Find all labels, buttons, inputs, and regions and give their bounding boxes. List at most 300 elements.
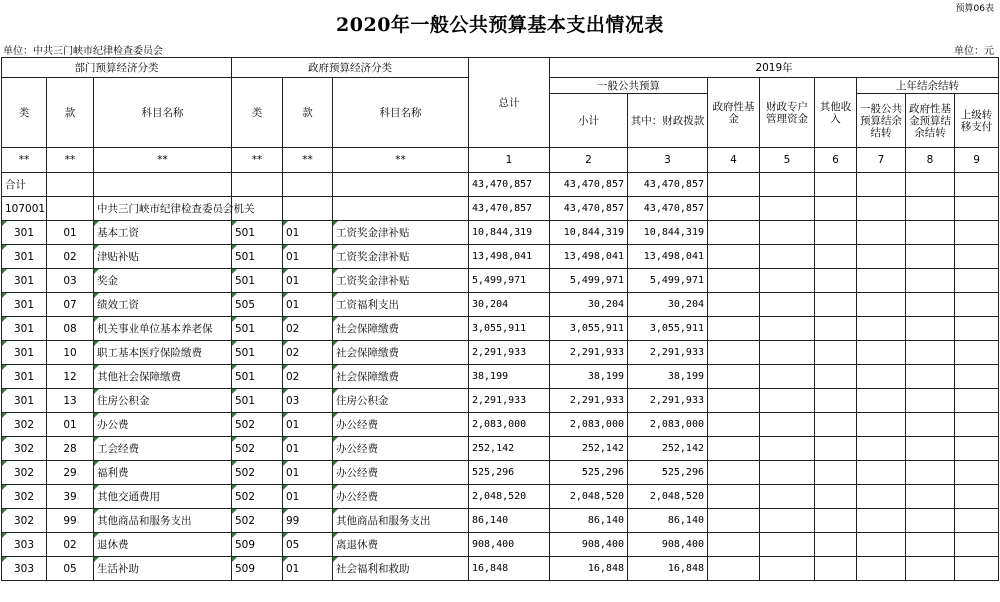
empty-cell bbox=[955, 221, 999, 245]
total-cell: 252,142 bbox=[469, 437, 550, 461]
empty-cell bbox=[815, 173, 857, 197]
empty-cell bbox=[708, 533, 760, 557]
gov-lei-cell: 501 bbox=[232, 365, 283, 389]
general-budget-header: 一般公共预算 bbox=[550, 78, 708, 94]
empty-cell bbox=[708, 509, 760, 533]
subject-name-cell: 津贴补贴 bbox=[94, 245, 232, 269]
lei-cell: 302 bbox=[2, 485, 47, 509]
gov-kuan-cell: 02 bbox=[283, 341, 333, 365]
gov-kuan-cell: 01 bbox=[283, 461, 333, 485]
index-cell: 7 bbox=[857, 148, 906, 173]
empty-cell bbox=[760, 317, 815, 341]
gov-lei-cell: 502 bbox=[232, 437, 283, 461]
empty-cell bbox=[815, 509, 857, 533]
empty-cell bbox=[708, 557, 760, 581]
subject-name-cell: 退休费 bbox=[94, 533, 232, 557]
empty-cell bbox=[708, 173, 760, 197]
gov-kuan-cell: 05 bbox=[283, 533, 333, 557]
empty-cell bbox=[857, 509, 906, 533]
kuan-cell: 07 bbox=[47, 293, 94, 317]
gov-kuan-cell: 01 bbox=[283, 557, 333, 581]
gov-subject-name-cell: 住房公积金 bbox=[333, 389, 469, 413]
gov-kuan-cell: 01 bbox=[283, 485, 333, 509]
total-cell: 525,296 bbox=[469, 461, 550, 485]
fiscal-cell: 2,291,933 bbox=[628, 389, 708, 413]
empty-cell bbox=[857, 173, 906, 197]
gov-kuan-cell: 01 bbox=[283, 293, 333, 317]
kuan-cell: 12 bbox=[47, 365, 94, 389]
table-row bbox=[2, 341, 999, 365]
empty-cell bbox=[906, 365, 955, 389]
gov-lei-cell: 502 bbox=[232, 485, 283, 509]
subtotal-cell: 2,048,520 bbox=[550, 485, 628, 509]
kuan-header: 款 bbox=[47, 78, 94, 148]
subtotal-cell: 2,083,000 bbox=[550, 413, 628, 437]
subtotal-cell: 908,400 bbox=[550, 533, 628, 557]
kuan-cell: 10 bbox=[47, 341, 94, 365]
empty-cell bbox=[760, 437, 815, 461]
fiscal-cell: 2,048,520 bbox=[628, 485, 708, 509]
gov-kuan-cell: 03 bbox=[283, 389, 333, 413]
empty-cell bbox=[815, 365, 857, 389]
kuan-cell: 39 bbox=[47, 485, 94, 509]
fiscal-allocation-header: 其中：财政拨款 bbox=[628, 94, 708, 148]
total-cell: 86,140 bbox=[469, 509, 550, 533]
empty-cell bbox=[760, 533, 815, 557]
gov-subject-name-cell: 工资奖金津补贴 bbox=[333, 221, 469, 245]
kuan-cell: 03 bbox=[47, 269, 94, 293]
table-row bbox=[2, 269, 999, 293]
empty-cell bbox=[47, 197, 94, 221]
lei-cell: 302 bbox=[2, 413, 47, 437]
fiscal-cell: 908,400 bbox=[628, 533, 708, 557]
gov-lei-cell: 501 bbox=[232, 341, 283, 365]
gov-subject-name-cell: 社会保障缴费 bbox=[333, 365, 469, 389]
subject-name-cell: 其他社会保障缴费 bbox=[94, 365, 232, 389]
gov-lei-cell: 502 bbox=[232, 461, 283, 485]
empty-cell bbox=[47, 173, 94, 197]
row-label: 合计 bbox=[2, 173, 47, 197]
empty-cell bbox=[760, 341, 815, 365]
table-row bbox=[2, 293, 999, 317]
index-cell: 3 bbox=[628, 148, 708, 173]
subject-name-cell: 职工基本医疗保险缴费 bbox=[94, 341, 232, 365]
kuan-cell: 08 bbox=[47, 317, 94, 341]
total-cell: 2,291,933 bbox=[469, 389, 550, 413]
gov-subject-name-header: 科目名称 bbox=[333, 78, 469, 148]
empty-cell bbox=[955, 533, 999, 557]
empty-cell bbox=[815, 293, 857, 317]
empty-cell bbox=[333, 173, 469, 197]
total-cell: 30,204 bbox=[469, 293, 550, 317]
empty-cell bbox=[857, 437, 906, 461]
lei-cell: 303 bbox=[2, 557, 47, 581]
empty-cell bbox=[760, 293, 815, 317]
subtotal-cell: 5,499,971 bbox=[550, 269, 628, 293]
fiscal-cell: 30,204 bbox=[628, 293, 708, 317]
total-cell: 2,048,520 bbox=[469, 485, 550, 509]
year-header: 2019年 bbox=[550, 58, 999, 78]
gov-kuan-cell: 01 bbox=[283, 413, 333, 437]
lei-cell: 301 bbox=[2, 341, 47, 365]
empty-cell bbox=[955, 461, 999, 485]
lei-cell: 301 bbox=[2, 245, 47, 269]
empty-cell bbox=[815, 461, 857, 485]
total-cell: 10,844,319 bbox=[469, 221, 550, 245]
empty-cell bbox=[906, 245, 955, 269]
index-cell: 4 bbox=[708, 148, 760, 173]
lei-cell: 302 bbox=[2, 437, 47, 461]
empty-cell bbox=[906, 389, 955, 413]
empty-cell bbox=[708, 389, 760, 413]
gov-kuan-cell: 01 bbox=[283, 437, 333, 461]
gov-subject-name-cell: 办公经费 bbox=[333, 461, 469, 485]
gov-subject-name-cell: 办公经费 bbox=[333, 437, 469, 461]
empty-cell bbox=[955, 245, 999, 269]
empty-cell bbox=[760, 389, 815, 413]
org-code: 107001 bbox=[2, 197, 47, 221]
table-row bbox=[2, 557, 999, 581]
gov-subject-name-cell: 社会福利和救助 bbox=[333, 557, 469, 581]
lei-cell: 301 bbox=[2, 365, 47, 389]
table-row bbox=[2, 389, 999, 413]
empty-cell bbox=[708, 461, 760, 485]
subtotal-cell: 30,204 bbox=[550, 293, 628, 317]
gov-subject-name-cell: 社会保障缴费 bbox=[333, 341, 469, 365]
gov-kuan-cell: 01 bbox=[283, 221, 333, 245]
empty-cell bbox=[857, 413, 906, 437]
empty-cell bbox=[708, 413, 760, 437]
subject-name-cell: 福利费 bbox=[94, 461, 232, 485]
empty-cell bbox=[955, 173, 999, 197]
empty-cell bbox=[708, 245, 760, 269]
empty-cell bbox=[815, 269, 857, 293]
lei-cell: 301 bbox=[2, 317, 47, 341]
table-row bbox=[2, 317, 999, 341]
empty-cell bbox=[857, 461, 906, 485]
fiscal-cell: 525,296 bbox=[628, 461, 708, 485]
empty-cell bbox=[857, 485, 906, 509]
fiscal-cell: 2,083,000 bbox=[628, 413, 708, 437]
empty-cell bbox=[283, 197, 333, 221]
table-row bbox=[2, 437, 999, 461]
index-cell: 9 bbox=[955, 148, 999, 173]
subject-name-cell: 基本工资 bbox=[94, 221, 232, 245]
gov-subject-name-cell: 其他商品和服务支出 bbox=[333, 509, 469, 533]
empty-cell bbox=[333, 197, 469, 221]
gov-subject-name-cell: 工资奖金津补贴 bbox=[333, 245, 469, 269]
gov-kuan-cell: 02 bbox=[283, 365, 333, 389]
empty-cell bbox=[857, 341, 906, 365]
budget-table bbox=[1, 57, 999, 581]
table-row bbox=[2, 485, 999, 509]
empty-cell bbox=[906, 197, 955, 221]
empty-cell bbox=[857, 197, 906, 221]
gov-lei-cell: 502 bbox=[232, 413, 283, 437]
empty-cell bbox=[760, 365, 815, 389]
empty-cell bbox=[815, 413, 857, 437]
empty-cell bbox=[760, 269, 815, 293]
empty-cell bbox=[906, 533, 955, 557]
empty-cell bbox=[955, 293, 999, 317]
form-code: 预算06表 bbox=[955, 4, 994, 14]
kuan-cell: 28 bbox=[47, 437, 94, 461]
index-cell: 5 bbox=[760, 148, 815, 173]
fiscal-cell: 252,142 bbox=[628, 437, 708, 461]
total-cell: 2,083,000 bbox=[469, 413, 550, 437]
table-row bbox=[2, 413, 999, 437]
subtotal-cell: 16,848 bbox=[550, 557, 628, 581]
fiscal-cell: 43,470,857 bbox=[628, 173, 708, 197]
empty-cell bbox=[708, 341, 760, 365]
table-row bbox=[2, 533, 999, 557]
gov-lei-cell: 501 bbox=[232, 221, 283, 245]
empty-cell bbox=[760, 485, 815, 509]
kuan-cell: 02 bbox=[47, 245, 94, 269]
index-cell: ** bbox=[283, 148, 333, 173]
table-row bbox=[2, 365, 999, 389]
empty-cell bbox=[815, 197, 857, 221]
empty-cell bbox=[760, 197, 815, 221]
empty-cell bbox=[815, 557, 857, 581]
empty-cell bbox=[906, 413, 955, 437]
empty-cell bbox=[955, 389, 999, 413]
gov-lei-cell: 502 bbox=[232, 509, 283, 533]
gov-kuan-cell: 99 bbox=[283, 509, 333, 533]
total-cell: 908,400 bbox=[469, 533, 550, 557]
empty-cell bbox=[708, 197, 760, 221]
lei-cell: 302 bbox=[2, 509, 47, 533]
fiscal-special-header: 财政专户管理资金 bbox=[760, 78, 815, 148]
subject-name-cell: 工会经费 bbox=[94, 437, 232, 461]
empty-cell bbox=[708, 317, 760, 341]
subtotal-cell: 2,291,933 bbox=[550, 341, 628, 365]
empty-cell bbox=[906, 293, 955, 317]
total-cell: 16,848 bbox=[469, 557, 550, 581]
empty-cell bbox=[955, 557, 999, 581]
carryover-header: 上年结余结转 bbox=[857, 78, 999, 94]
subject-name-cell: 住房公积金 bbox=[94, 389, 232, 413]
empty-cell bbox=[955, 197, 999, 221]
empty-cell bbox=[857, 221, 906, 245]
index-cell: ** bbox=[47, 148, 94, 173]
fiscal-cell: 5,499,971 bbox=[628, 269, 708, 293]
empty-cell bbox=[708, 437, 760, 461]
gov-subject-name-cell: 工资奖金津补贴 bbox=[333, 269, 469, 293]
kuan-cell: 01 bbox=[47, 221, 94, 245]
empty-cell bbox=[906, 173, 955, 197]
empty-cell bbox=[760, 509, 815, 533]
subtotal-cell: 43,470,857 bbox=[550, 173, 628, 197]
index-cell: ** bbox=[333, 148, 469, 173]
total-header: 总计 bbox=[469, 58, 550, 148]
subject-name-cell: 其他交通费用 bbox=[94, 485, 232, 509]
empty-cell bbox=[955, 509, 999, 533]
gov-subject-name-cell: 办公经费 bbox=[333, 413, 469, 437]
gov-kuan-header: 款 bbox=[283, 78, 333, 148]
empty-cell bbox=[760, 461, 815, 485]
gov-lei-cell: 505 bbox=[232, 293, 283, 317]
table-row bbox=[2, 173, 999, 197]
fiscal-cell: 13,498,041 bbox=[628, 245, 708, 269]
index-cell: ** bbox=[2, 148, 47, 173]
lei-cell: 301 bbox=[2, 293, 47, 317]
empty-cell bbox=[815, 341, 857, 365]
empty-cell bbox=[955, 269, 999, 293]
page-title: 2020年一般公共预算基本支出情况表 bbox=[336, 14, 664, 36]
fiscal-cell: 38,199 bbox=[628, 365, 708, 389]
empty-cell bbox=[815, 485, 857, 509]
subtotal-cell: 2,291,933 bbox=[550, 389, 628, 413]
empty-cell bbox=[906, 557, 955, 581]
gov-lei-cell: 509 bbox=[232, 557, 283, 581]
gov-subject-name-cell: 工资福利支出 bbox=[333, 293, 469, 317]
empty-cell bbox=[955, 413, 999, 437]
carry-gov-fund-header: 政府性基金预算结余结转 bbox=[906, 94, 955, 148]
subtotal-cell: 525,296 bbox=[550, 461, 628, 485]
empty-cell bbox=[857, 245, 906, 269]
empty-cell bbox=[906, 269, 955, 293]
index-cell: 1 bbox=[469, 148, 550, 173]
empty-cell bbox=[815, 533, 857, 557]
total-cell: 3,055,911 bbox=[469, 317, 550, 341]
gov-lei-cell: 509 bbox=[232, 533, 283, 557]
lei-header: 类 bbox=[2, 78, 47, 148]
empty-cell bbox=[955, 437, 999, 461]
empty-cell bbox=[815, 245, 857, 269]
dept-economic-class-header: 部门预算经济分类 bbox=[2, 58, 232, 78]
gov-lei-cell: 501 bbox=[232, 317, 283, 341]
subtotal-cell: 43,470,857 bbox=[550, 197, 628, 221]
empty-cell bbox=[857, 365, 906, 389]
empty-cell bbox=[815, 221, 857, 245]
total-cell: 43,470,857 bbox=[469, 197, 550, 221]
total-cell: 5,499,971 bbox=[469, 269, 550, 293]
empty-cell bbox=[708, 485, 760, 509]
subtotal-cell: 3,055,911 bbox=[550, 317, 628, 341]
kuan-cell: 13 bbox=[47, 389, 94, 413]
subtotal-cell: 86,140 bbox=[550, 509, 628, 533]
empty-cell bbox=[906, 509, 955, 533]
lei-cell: 303 bbox=[2, 533, 47, 557]
empty-cell bbox=[815, 317, 857, 341]
subject-name-cell: 办公费 bbox=[94, 413, 232, 437]
index-cell: 8 bbox=[906, 148, 955, 173]
unit-label: 单位：中共三门峡市纪律检查委员会 bbox=[3, 46, 163, 57]
fiscal-cell: 3,055,911 bbox=[628, 317, 708, 341]
gov-economic-class-header: 政府预算经济分类 bbox=[232, 58, 469, 78]
empty-cell bbox=[760, 221, 815, 245]
kuan-cell: 29 bbox=[47, 461, 94, 485]
subject-name-cell: 绩效工资 bbox=[94, 293, 232, 317]
empty-cell bbox=[815, 389, 857, 413]
empty-cell bbox=[232, 173, 283, 197]
subtotal-cell: 38,199 bbox=[550, 365, 628, 389]
empty-cell bbox=[760, 173, 815, 197]
empty-cell bbox=[955, 365, 999, 389]
empty-cell bbox=[857, 557, 906, 581]
empty-cell bbox=[857, 533, 906, 557]
gov-subject-name-cell: 离退休费 bbox=[333, 533, 469, 557]
empty-cell bbox=[857, 293, 906, 317]
empty-cell bbox=[906, 341, 955, 365]
total-cell: 43,470,857 bbox=[469, 173, 550, 197]
subject-name-cell: 其他商品和服务支出 bbox=[94, 509, 232, 533]
index-cell: ** bbox=[232, 148, 283, 173]
gov-subject-name-cell: 社会保障缴费 bbox=[333, 317, 469, 341]
subtotal-header: 小计 bbox=[550, 94, 628, 148]
gov-lei-cell: 501 bbox=[232, 269, 283, 293]
fiscal-cell: 2,291,933 bbox=[628, 341, 708, 365]
fiscal-cell: 16,848 bbox=[628, 557, 708, 581]
lei-cell: 301 bbox=[2, 269, 47, 293]
gov-lei-cell: 501 bbox=[232, 389, 283, 413]
table-row bbox=[2, 461, 999, 485]
subject-name-header: 科目名称 bbox=[94, 78, 232, 148]
empty-cell bbox=[906, 317, 955, 341]
empty-cell bbox=[708, 365, 760, 389]
gov-lei-cell: 501 bbox=[232, 245, 283, 269]
lei-cell: 302 bbox=[2, 461, 47, 485]
fiscal-cell: 86,140 bbox=[628, 509, 708, 533]
subject-name-cell: 生活补助 bbox=[94, 557, 232, 581]
gov-fund-header: 政府性基金 bbox=[708, 78, 760, 148]
gov-kuan-cell: 01 bbox=[283, 269, 333, 293]
empty-cell bbox=[94, 173, 232, 197]
gov-kuan-cell: 02 bbox=[283, 317, 333, 341]
kuan-cell: 01 bbox=[47, 413, 94, 437]
total-cell: 2,291,933 bbox=[469, 341, 550, 365]
empty-cell bbox=[955, 341, 999, 365]
empty-cell bbox=[815, 437, 857, 461]
fiscal-cell: 43,470,857 bbox=[628, 197, 708, 221]
empty-cell bbox=[708, 269, 760, 293]
lei-cell: 301 bbox=[2, 221, 47, 245]
total-cell: 13,498,041 bbox=[469, 245, 550, 269]
total-cell: 38,199 bbox=[469, 365, 550, 389]
carry-general-header: 一般公共预算结余结转 bbox=[857, 94, 906, 148]
org-name: 中共三门峡市纪律检查委员会机关 bbox=[94, 197, 232, 221]
subtotal-cell: 13,498,041 bbox=[550, 245, 628, 269]
subject-name-cell: 奖金 bbox=[94, 269, 232, 293]
empty-cell bbox=[760, 557, 815, 581]
empty-cell bbox=[906, 485, 955, 509]
empty-cell bbox=[857, 317, 906, 341]
empty-cell bbox=[955, 485, 999, 509]
kuan-cell: 99 bbox=[47, 509, 94, 533]
gov-lei-header: 类 bbox=[232, 78, 283, 148]
table-row bbox=[2, 221, 999, 245]
empty-cell bbox=[906, 437, 955, 461]
gov-kuan-cell: 01 bbox=[283, 245, 333, 269]
kuan-cell: 02 bbox=[47, 533, 94, 557]
table-row bbox=[2, 197, 999, 221]
index-cell: 2 bbox=[550, 148, 628, 173]
gov-subject-name-cell: 办公经费 bbox=[333, 485, 469, 509]
upper-transfer-header: 上级转移支付 bbox=[955, 94, 999, 148]
empty-cell bbox=[708, 221, 760, 245]
empty-cell bbox=[955, 317, 999, 341]
empty-cell bbox=[760, 413, 815, 437]
table-row bbox=[2, 509, 999, 533]
subtotal-cell: 252,142 bbox=[550, 437, 628, 461]
index-cell: 6 bbox=[815, 148, 857, 173]
kuan-cell: 05 bbox=[47, 557, 94, 581]
empty-cell bbox=[906, 221, 955, 245]
empty-cell bbox=[760, 245, 815, 269]
empty-cell bbox=[283, 173, 333, 197]
empty-cell bbox=[857, 389, 906, 413]
